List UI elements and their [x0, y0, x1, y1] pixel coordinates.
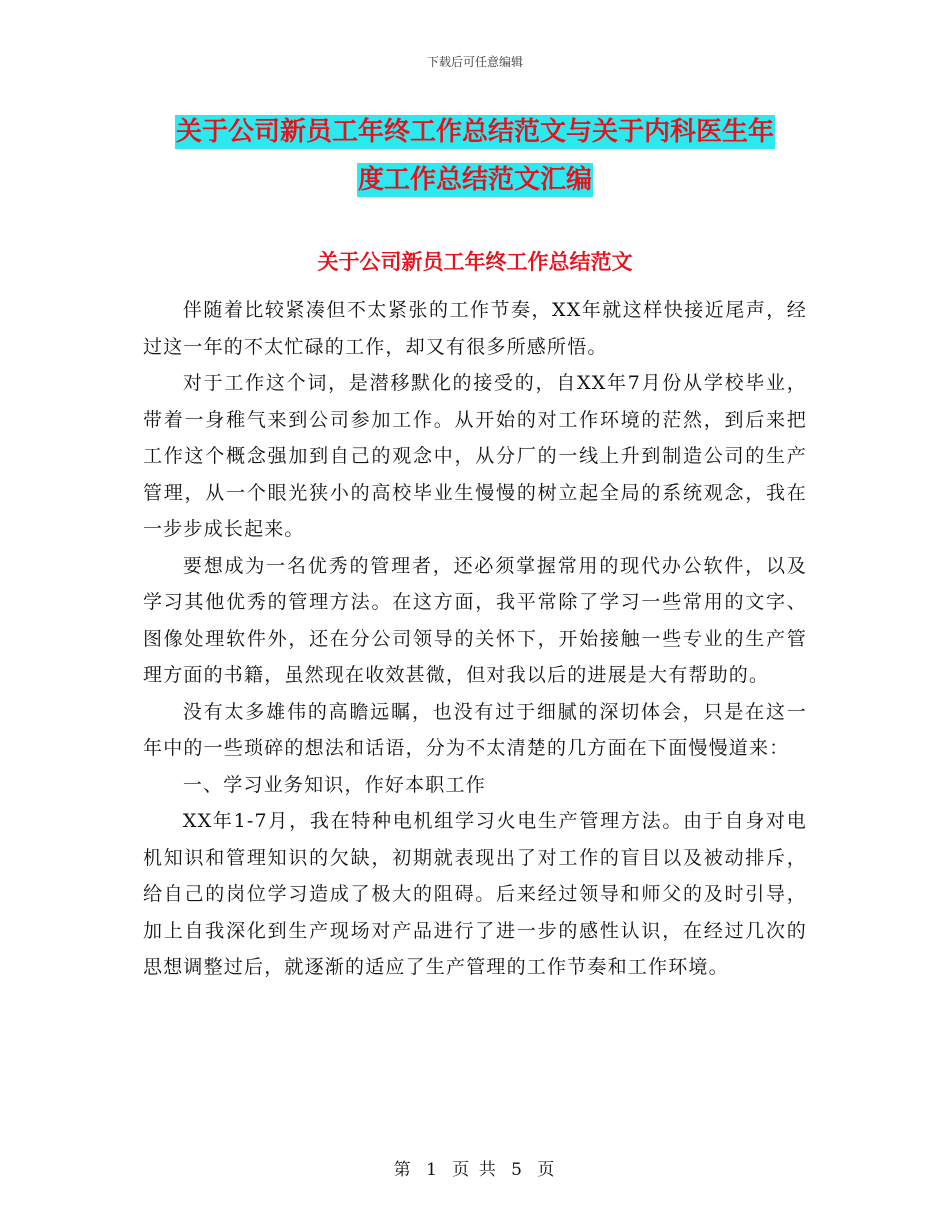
paragraph: 对于工作这个词，是潜移默化的接受的，自XX年7月份从学校毕业，带着一身稚气来到公司参加工作。从开始的对工作环境的茫然，到后来把工作这个概念强加到自己的观念中，从分厂的一线上升到制造公司的生产管理，从一个眼光狭小的高校毕业生慢慢的树立起全局的系统观念，我在一步步成长起来。 [143, 372, 807, 540]
header-note: 下载后可任意编辑 [426, 55, 523, 69]
paragraph: 伴随着比较紧凑但不太紧张的工作节奏，XX年就这样快接近尾声，经过这一年的不太忙碌的工作，却又有很多所感所悟。 [143, 299, 807, 358]
document-title-line-2: 度工作总结范文汇编 [357, 165, 592, 195]
page-footer [0, 1155, 950, 1180]
paragraph: 要想成为一名优秀的管理者，还必须掌握常用的现代办公软件，以及学习其他优秀的管理方法。在这方面，我平常除了学习一些常用的文字、图像处理软件外，还在分公司领导的关怀下，开始接触一些专业的生产管理方面的书籍，虽然现在收效甚微，但对我以后的进展是大有帮助的。 [143, 554, 807, 686]
footer-prefix: 第 [393, 1160, 413, 1180]
document-title-line-1: 关于公司新员工年终工作总结范文与关于内科医生年 [175, 117, 774, 147]
document-title [145, 108, 805, 204]
footer-middle: 页 共 [452, 1160, 498, 1180]
footer-suffix: 页 [537, 1160, 557, 1180]
paragraph: 没有太多雄伟的高瞻远瞩，也没有过于细腻的深切体会，只是在这一年中的一些琐碎的想法和话语，分为不太清楚的几方面在下面慢慢道来： [143, 700, 807, 759]
current-page-number: 1 [426, 1160, 439, 1180]
body-text [143, 292, 807, 986]
subheading: 一、学习业务知识，作好本职工作 [182, 773, 486, 796]
paragraph: XX年1-7月，我在特种电机组学习火电生产管理方法。由于自身对电机知识和管理知识的欠缺，初期就表现出了对工作的盲目以及被动排斥，给自己的岗位学习造成了极大的阻碍。后来经过领导和师父的及时引导，加上自我深化到生产现场对产品进行了进一步的感性认识，在经过几次的思想调整过后，就逐渐的适应了生产管理的工作节奏和工作环境。 [143, 810, 807, 978]
section-title: 关于公司新员工年终工作总结范文 [317, 250, 633, 274]
total-page-count: 5 [511, 1160, 524, 1180]
